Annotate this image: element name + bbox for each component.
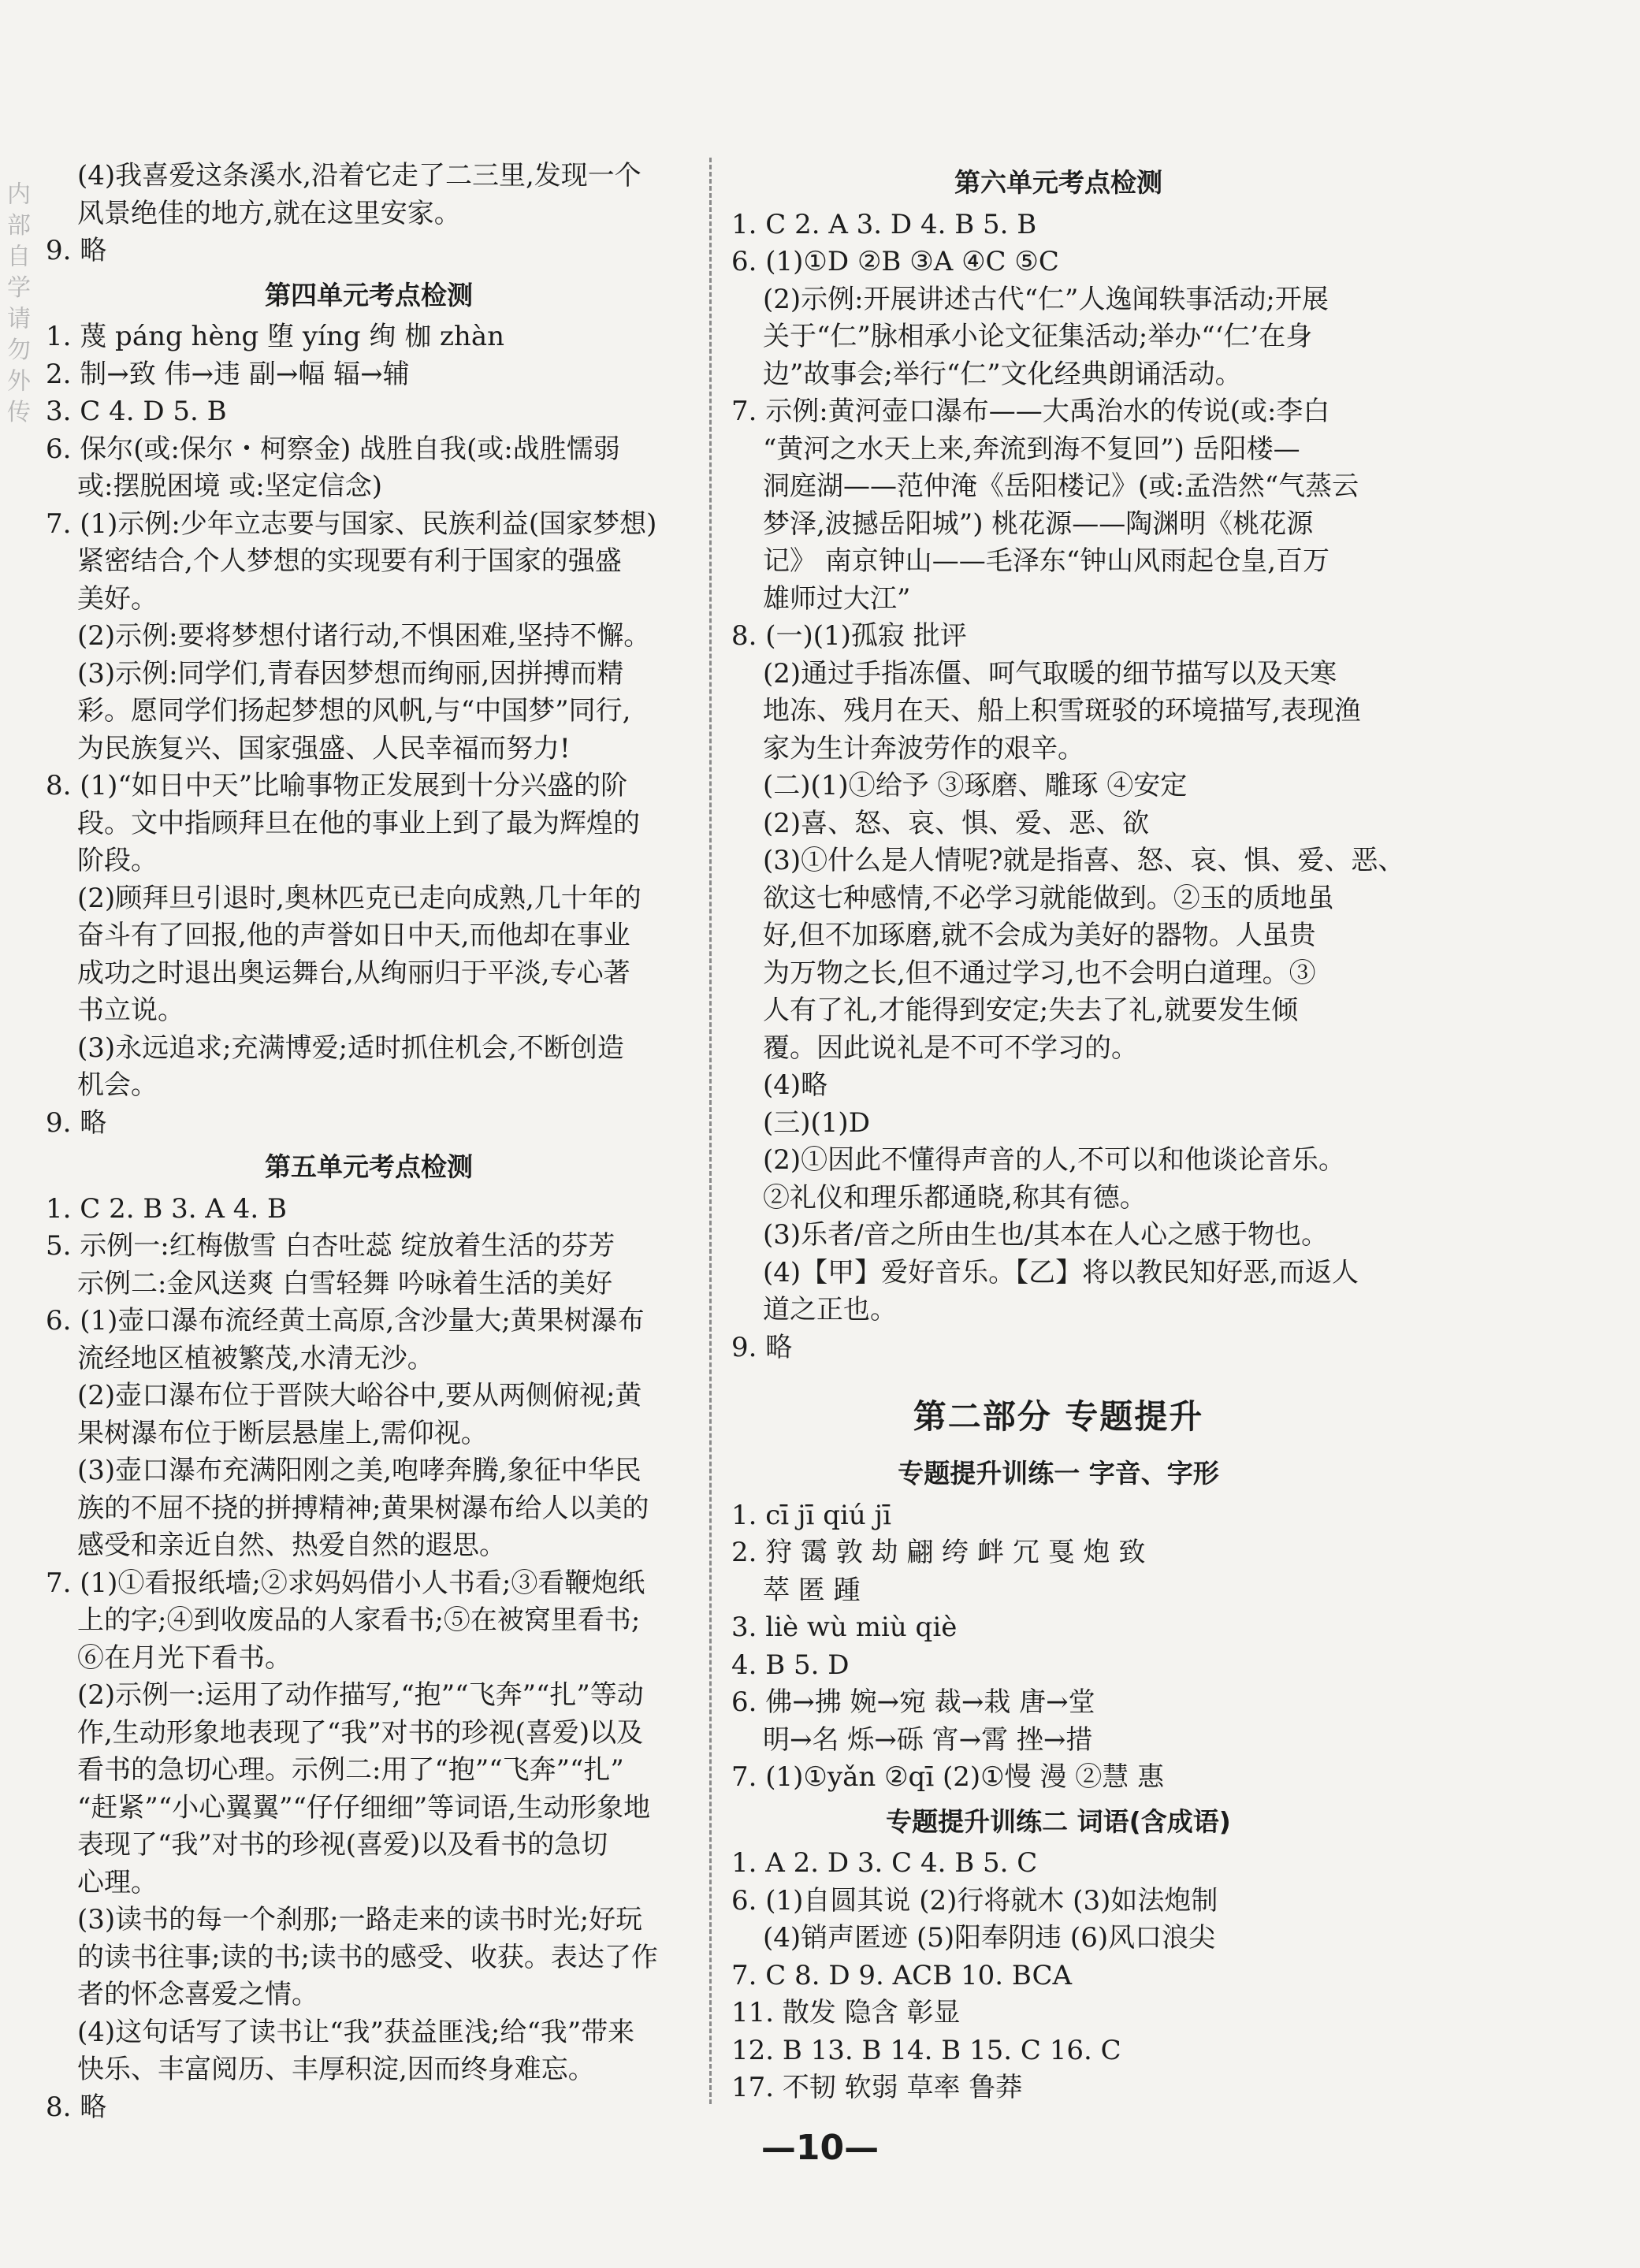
- answer-line: (2)示例:要将梦想付诸行动,不惧困难,坚持不懈。: [77, 620, 651, 652]
- answer-line: (4)【甲】爱好音乐。【乙】将以教民知好恶,而返人: [763, 1256, 1359, 1288]
- answer-line: 17. 不韧 软弱 草率 鲁莽: [731, 2072, 1023, 2103]
- answer-line: 洞庭湖——范仲淹《岳阳楼记》(或:孟浩然“气蒸云: [763, 470, 1359, 502]
- answer-line: (4)我喜爱这条溪水,沿着它走了二三里,发现一个: [77, 160, 641, 191]
- answer-line: 好,但不加琢磨,就不会成为美好的器物。人虽贵: [763, 920, 1316, 951]
- right-column: [731, 158, 1405, 2107]
- answer-line: 7. (1)①看报纸墙;②求妈妈借小人书看;③看鞭炮纸: [46, 1567, 645, 1599]
- answer-line: 家为生计奔波劳作的艰辛。: [763, 732, 1084, 764]
- answer-line: 1. cī jī qiú jī: [731, 1499, 891, 1531]
- answer-line: 紧密结合,个人梦想的实现要有利于国家的强盛: [77, 545, 622, 577]
- answer-line: 萃 匿 踵: [763, 1574, 861, 1606]
- answer-line: 7. C 8. D 9. ACB 10. BCA: [731, 1959, 1073, 1991]
- answer-line: 美好。: [77, 582, 158, 615]
- answer-line: (3)示例:同学们,青春因梦想而绚丽,因拼搏而精: [77, 657, 624, 690]
- answer-line: 6. 保尔(或:保尔・柯察金) 战胜自我(或:战胜懦弱: [46, 433, 620, 465]
- answer-line: 果树瀑布位于断层悬崖上,需仰视。: [77, 1417, 488, 1449]
- answer-line: “赶紧”“小心翼翼”“仔仔细细”等词语,生动形象地: [77, 1791, 651, 1824]
- left-column: [46, 158, 692, 2126]
- answer-line: (三)(1)D: [763, 1106, 870, 1139]
- answer-line: 作,生动形象地表现了“我”对书的珍视(喜爱)以及: [77, 1716, 644, 1749]
- answer-line: 为民族复兴、国家强盛、人民幸福而努力!: [77, 732, 571, 764]
- answer-line: 2. 制→致 伟→违 副→幅 辐→辅: [46, 358, 410, 390]
- answer-line: (2)壶口瀑布位于晋陕大峪谷中,要从两侧俯视;黄: [77, 1380, 642, 1411]
- answer-line: 边”故事会;举行“仁”文化经典朗诵活动。: [763, 358, 1242, 390]
- answer-line: 的读书往事;读的书;读书的感受、收获。表达了作: [77, 1941, 658, 1973]
- answer-line: 1. C 2. A 3. D 4. B 5. B: [731, 208, 1037, 240]
- answer-line: 流经地区植被繁茂,水清无沙。: [77, 1342, 434, 1374]
- answer-line: 阶段。: [77, 845, 158, 876]
- answer-line: 看书的急切心理。示例二:用了“抱”“飞奔”“扎”: [77, 1754, 624, 1786]
- part-title: 第二部分 专题提升: [913, 1397, 1204, 1436]
- answer-line: (3)①什么是人情呢?就是指喜、怒、哀、惧、爱、恶、: [763, 845, 1405, 876]
- answer-line: 段。文中指顾拜旦在他的事业上到了最为辉煌的: [77, 807, 640, 839]
- answer-line: ②礼仪和理乐都通晓,称其有德。: [763, 1181, 1147, 1214]
- answer-line: 8. 略: [46, 2091, 107, 2123]
- binding-margin-marks: 内 部 自 学 请 勿 外 传: [2, 181, 30, 423]
- answer-line: 12. B 13. B 14. B 15. C 16. C: [731, 2034, 1121, 2066]
- answer-line: 奋斗有了回报,他的声誉如日中天,而他却在事业: [77, 920, 630, 951]
- answer-line: 3. C 4. D 5. B: [46, 396, 227, 427]
- answer-line: 人有了礼,才能得到安定;失去了礼,就要发生倾: [763, 995, 1299, 1026]
- page-number: —10—: [760, 2128, 880, 2168]
- answer-line: 风景绝佳的地方,就在这里安家。: [77, 197, 461, 229]
- answer-line: (2)示例:开展讲述古代“仁”人逸闻轶事活动;开展: [763, 283, 1329, 315]
- answer-line: 8. (1)“如日中天”比喻事物正发展到十分兴盛的阶: [46, 770, 628, 801]
- section-heading: 第五单元考点检测: [265, 1151, 473, 1182]
- answer-line: 雄师过大江”: [763, 582, 911, 615]
- answer-line: (3)壶口瀑布充满阳刚之美,咆哮奔腾,象征中华民: [77, 1455, 641, 1486]
- answer-line: 表现了“我”对书的珍视(喜爱)以及看书的急切: [77, 1829, 608, 1861]
- answer-line: 5. 示例一:红梅傲雪 白杏吐蕊 绽放着生活的芬芳: [46, 1230, 615, 1262]
- column-divider: [709, 158, 712, 2104]
- answer-line: 欲这七种感情,不必学习就能做到。②玉的质地虽: [763, 882, 1334, 914]
- answer-line: 梦泽,波撼岳阳城”) 桃花源——陶渊明《桃花源: [763, 508, 1314, 540]
- answer-line: (二)(1)①给予 ③琢磨、雕琢 ④安定: [763, 770, 1188, 801]
- answer-line: “黄河之水天上来,奔流到海不复回”) 岳阳楼—: [763, 433, 1300, 465]
- answer-line: 2. 狩 霭 敦 劫 翩 绔 衅 冗 戛 炮 致: [731, 1537, 1146, 1568]
- answer-line: (3)读书的每一个刹那;一路走来的读书时光;好玩: [77, 1904, 643, 1935]
- answer-line: 9. 略: [46, 1106, 107, 1139]
- answer-line: 关于“仁”脉相承小论文征集活动;举办“‘仁’在身: [763, 321, 1313, 352]
- answer-line: 11. 散发 隐含 彰显: [731, 1997, 961, 2028]
- answer-line: (4)这句话写了读书让“我”获益匪浅;给“我”带来: [77, 2016, 635, 2048]
- answer-line: 8. (一)(1)孤寂 批评: [731, 620, 967, 652]
- answer-line: 7. (1)示例:少年立志要与国家、民族利益(国家梦想): [46, 508, 657, 540]
- answer-line: 明→名 烁→砾 宵→霄 挫→措: [763, 1723, 1093, 1756]
- answer-line: 7. (1)①yǎn ②qī (2)①慢 漫 ②慧 惠: [731, 1761, 1165, 1793]
- section-heading: 第四单元考点检测: [265, 279, 473, 310]
- answer-line: 6. 佛→拂 婉→宛 裁→栽 唐→堂: [731, 1686, 1095, 1718]
- answer-line: 机会。: [77, 1069, 158, 1101]
- answer-line: 族的不屈不挠的拼搏精神;黄果树瀑布给人以美的: [77, 1492, 649, 1524]
- answer-line: 记》 南京钟山——毛泽东“钟山风雨起仓皇,百万: [763, 545, 1329, 577]
- answer-line: 或:摆脱困境 或:坚定信念): [77, 470, 382, 502]
- answer-line: (2)①因此不懂得声音的人,不可以和他谈论音乐。: [763, 1144, 1345, 1176]
- answer-line: 3. liè wù miù qiè: [731, 1612, 958, 1643]
- answer-line: 1. C 2. B 3. A 4. B: [46, 1192, 287, 1225]
- answer-line: 快乐、丰富阅历、丰厚积淀,因而终身难忘。: [77, 2054, 595, 2085]
- answer-line: (4)销声匿迹 (5)阳奉阴违 (6)风口浪尖: [763, 1922, 1216, 1954]
- answer-line: 上的字;④到收废品的人家看书;⑤在被窝里看书;: [77, 1604, 641, 1636]
- answer-line: (3)永远追求;充满博爱;适时抓住机会,不断创造: [77, 1032, 624, 1064]
- answer-line: (2)喜、怒、哀、惧、爱、恶、欲: [763, 807, 1150, 839]
- answer-line: 示例二:金风送爽 白雪轻舞 吟咏着生活的美好: [77, 1267, 613, 1299]
- answer-line: 地冻、残月在天、船上积雪斑驳的环境描写,表现渔: [763, 695, 1361, 727]
- answer-line: (2)顾拜旦引退时,奥林匹克已走向成熟,几十年的: [77, 882, 641, 914]
- answer-line: 书立说。: [77, 995, 184, 1026]
- answer-line: 9. 略: [46, 235, 107, 266]
- answer-line: 4. B 5. D: [731, 1649, 850, 1681]
- answer-line: 感受和亲近自然、热爱自然的遐思。: [77, 1530, 506, 1561]
- answer-line: (2)通过手指冻僵、呵气取暖的细节描写以及天寒: [763, 657, 1337, 690]
- answer-line: 1. 蔑 páng hèng 堕 yíng 绚 枷 zhàn: [46, 321, 505, 352]
- section-heading: 第六单元考点检测: [954, 167, 1162, 198]
- answer-line: 9. 略: [731, 1331, 793, 1363]
- answer-line: 7. 示例:黄河壶口瀑布——大禹治水的传说(或:李白: [731, 396, 1330, 427]
- section-heading: 专题提升训练二 词语(含成语): [886, 1805, 1231, 1837]
- section-heading: 专题提升训练一 字音、字形: [898, 1458, 1219, 1489]
- answer-line: 1. A 2. D 3. C 4. B 5. C: [731, 1847, 1038, 1879]
- answer-line: 覆。因此说礼是不可不学习的。: [763, 1032, 1138, 1064]
- answer-line: (2)示例一:运用了动作描写,“抱”“飞奔”“扎”等动: [77, 1679, 644, 1711]
- answer-line: (3)乐者/音之所由生也/其本在人心之感于物也。: [763, 1219, 1329, 1251]
- answer-line: 6. (1)自圆其说 (2)行将就木 (3)如法炮制: [731, 1884, 1218, 1917]
- answer-line: (4)略: [763, 1069, 828, 1101]
- answer-line: ⑥在月光下看书。: [77, 1642, 292, 1674]
- answer-line: 者的怀念喜爱之情。: [77, 1979, 318, 2010]
- answer-line: 成功之时退出奥运舞台,从绚丽归于平淡,专心著: [77, 957, 630, 989]
- answer-line: 彩。愿同学们扬起梦想的风帆,与“中国梦”同行,: [77, 695, 631, 727]
- answer-line: 道之正也。: [763, 1294, 897, 1325]
- answer-line: 6. (1)壶口瀑布流经黄土高原,含沙量大;黄果树瀑布: [46, 1305, 645, 1337]
- answer-line: 心理。: [77, 1866, 158, 1898]
- answer-line: 6. (1)①D ②B ③A ④C ⑤C: [731, 246, 1059, 277]
- answer-line: 为万物之长,但不通过学习,也不会明白道理。③: [763, 957, 1316, 989]
